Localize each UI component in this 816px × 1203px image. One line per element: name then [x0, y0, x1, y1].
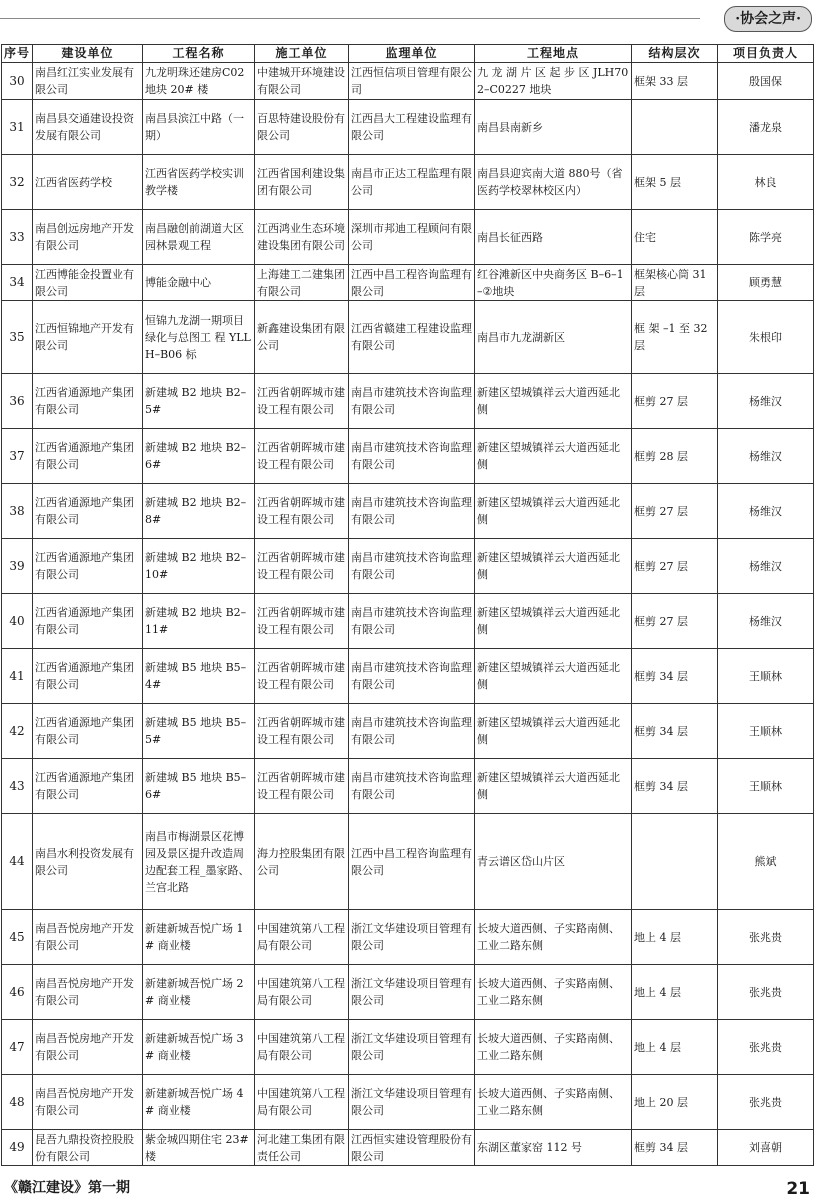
- header-col-lead: 项目负责人: [718, 45, 814, 63]
- col-project-cell: 新建城 B5 地块 B5–5#: [143, 704, 255, 759]
- col-supervisor-cell: 江西恒实建设管理股份有限公司: [349, 1130, 475, 1166]
- col-owner-cell: 江西省通源地产集团有限公司: [33, 649, 143, 704]
- col-owner-cell: 南昌吾悦房地产开发有限公司: [33, 965, 143, 1020]
- col-supervisor-cell: 深圳市邦迪工程顾问有限公司: [349, 210, 475, 265]
- col-lead-cell: 杨维汉: [718, 374, 814, 429]
- col-owner-cell: 江西省医药学校: [33, 155, 143, 210]
- col-lead-cell: 杨维汉: [718, 484, 814, 539]
- col-structure-cell: 框 架 –1 至 32 层: [632, 301, 718, 374]
- col-supervisor-cell: 南昌市建筑技术咨询监理有限公司: [349, 759, 475, 814]
- col-owner-cell: 江西恒锦地产开发有限公司: [33, 301, 143, 374]
- col-seq-cell: 40: [2, 594, 33, 649]
- col-structure-cell: [632, 100, 718, 155]
- col-location-cell: 红谷滩新区中央商务区 B–6–1–②地块: [475, 265, 632, 301]
- col-location-cell: 南昌市九龙湖新区: [475, 301, 632, 374]
- col-location-cell: 新建区望城镇祥云大道西延北侧: [475, 704, 632, 759]
- col-location-cell: 新建区望城镇祥云大道西延北侧: [475, 649, 632, 704]
- header-col-owner: 建设单位: [33, 45, 143, 63]
- col-lead-cell: 林良: [718, 155, 814, 210]
- col-contractor-cell: 江西省朝晖城市建设工程有限公司: [255, 594, 349, 649]
- col-contractor-cell: 江西鸿业生态环境建设集团有限公司: [255, 210, 349, 265]
- col-owner-cell: 南昌水利投资发展有限公司: [33, 814, 143, 910]
- col-supervisor-cell: 南昌市建筑技术咨询监理有限公司: [349, 704, 475, 759]
- col-lead-cell: 张兆贵: [718, 1020, 814, 1075]
- col-owner-cell: 江西省通源地产集团有限公司: [33, 374, 143, 429]
- col-lead-cell: 王顺林: [718, 704, 814, 759]
- col-supervisor-cell: 南昌市建筑技术咨询监理有限公司: [349, 429, 475, 484]
- col-structure-cell: 地上 4 层: [632, 910, 718, 965]
- col-supervisor-cell: 江西恒信项目管理有限公司: [349, 63, 475, 100]
- col-seq-cell: 33: [2, 210, 33, 265]
- col-project-cell: 恒锦九龙湖一期项目绿化与总图工 程 YLLH–B06 标: [143, 301, 255, 374]
- col-contractor-cell: 江西省朝晖城市建设工程有限公司: [255, 539, 349, 594]
- col-location-cell: 长坡大道西侧、子实路南侧、工业二路东侧: [475, 965, 632, 1020]
- col-structure-cell: 框架 5 层: [632, 155, 718, 210]
- col-seq-cell: 36: [2, 374, 33, 429]
- col-lead-cell: 张兆贵: [718, 910, 814, 965]
- col-supervisor-cell: 江西中昌工程咨询监理有限公司: [349, 265, 475, 301]
- col-seq-cell: 37: [2, 429, 33, 484]
- table-row: [2, 1075, 814, 1130]
- col-project-cell: 南昌融创前湖道大区园林景观工程: [143, 210, 255, 265]
- table-row: [2, 100, 814, 155]
- header-rule: [0, 18, 700, 19]
- col-project-cell: 新建新城吾悦广场 4# 商业楼: [143, 1075, 255, 1130]
- col-owner-cell: 南昌吾悦房地产开发有限公司: [33, 1020, 143, 1075]
- col-lead-cell: 顾勇慧: [718, 265, 814, 301]
- col-project-cell: 新建新城吾悦广场 1# 商业楼: [143, 910, 255, 965]
- table-row: [2, 704, 814, 759]
- col-location-cell: 新建区望城镇祥云大道西延北侧: [475, 429, 632, 484]
- col-supervisor-cell: 浙江文华建设项目管理有限公司: [349, 965, 475, 1020]
- col-contractor-cell: 河北建工集团有限责任公司: [255, 1130, 349, 1166]
- col-lead-cell: 王顺林: [718, 649, 814, 704]
- col-seq-cell: 34: [2, 265, 33, 301]
- col-contractor-cell: 中国建筑第八工程局有限公司: [255, 1075, 349, 1130]
- col-project-cell: 博能金融中心: [143, 265, 255, 301]
- col-seq-cell: 39: [2, 539, 33, 594]
- col-structure-cell: 框架 33 层: [632, 63, 718, 100]
- col-seq-cell: 45: [2, 910, 33, 965]
- col-seq-cell: 42: [2, 704, 33, 759]
- col-project-cell: 南昌市梅湖景区花博园及景区提升改造周边配套工程_墨家路、兰宫北路: [143, 814, 255, 910]
- col-project-cell: 新建城 B2 地块 B2–5#: [143, 374, 255, 429]
- col-contractor-cell: 中建城开环境建设有限公司: [255, 63, 349, 100]
- page-number: 21: [786, 1179, 810, 1199]
- col-owner-cell: 江西省通源地产集团有限公司: [33, 539, 143, 594]
- col-project-cell: 江西省医药学校实训教学楼: [143, 155, 255, 210]
- col-contractor-cell: 江西省国利建设集团有限公司: [255, 155, 349, 210]
- col-lead-cell: 张兆贵: [718, 1075, 814, 1130]
- table-row: [2, 649, 814, 704]
- table-row: [2, 1020, 814, 1075]
- col-project-cell: 新建城 B2 地块 B2–11#: [143, 594, 255, 649]
- col-structure-cell: [632, 814, 718, 910]
- header-col-structure: 结构层次: [632, 45, 718, 63]
- col-structure-cell: 地上 20 层: [632, 1075, 718, 1130]
- col-lead-cell: 殷国保: [718, 63, 814, 100]
- col-supervisor-cell: 浙江文华建设项目管理有限公司: [349, 910, 475, 965]
- section-tag: ·协会之声·: [724, 6, 812, 32]
- table-row: [2, 759, 814, 814]
- col-structure-cell: 框架核心筒 31 层: [632, 265, 718, 301]
- col-seq-cell: 38: [2, 484, 33, 539]
- header-col-seq: 序号: [2, 45, 33, 63]
- header-col-contractor: 施工单位: [255, 45, 349, 63]
- col-location-cell: 新建区望城镇祥云大道西延北侧: [475, 374, 632, 429]
- col-owner-cell: 昆吾九鼎投资控股股份有限公司: [33, 1130, 143, 1166]
- col-owner-cell: 江西省通源地产集团有限公司: [33, 759, 143, 814]
- col-project-cell: 新建新城吾悦广场 2# 商业楼: [143, 965, 255, 1020]
- col-owner-cell: 江西省通源地产集团有限公司: [33, 484, 143, 539]
- col-contractor-cell: 江西省朝晖城市建设工程有限公司: [255, 759, 349, 814]
- projects-table: [1, 44, 814, 1166]
- col-owner-cell: 江西省通源地产集团有限公司: [33, 594, 143, 649]
- table-header-row: [2, 45, 814, 63]
- col-contractor-cell: 江西省朝晖城市建设工程有限公司: [255, 429, 349, 484]
- col-location-cell: 南昌县迎宾南大道 880号（省医药学校翠林校区内）: [475, 155, 632, 210]
- col-lead-cell: 潘龙泉: [718, 100, 814, 155]
- col-lead-cell: 熊斌: [718, 814, 814, 910]
- col-seq-cell: 30: [2, 63, 33, 100]
- table-row: [2, 539, 814, 594]
- table-row: [2, 301, 814, 374]
- col-project-cell: 新建城 B5 地块 B5–6#: [143, 759, 255, 814]
- col-contractor-cell: 上海建工二建集团有限公司: [255, 265, 349, 301]
- table-row: [2, 484, 814, 539]
- col-structure-cell: 框剪 34 层: [632, 1130, 718, 1166]
- col-contractor-cell: 中国建筑第八工程局有限公司: [255, 965, 349, 1020]
- col-supervisor-cell: 南昌市建筑技术咨询监理有限公司: [349, 649, 475, 704]
- col-location-cell: 南昌长征西路: [475, 210, 632, 265]
- table-row: [2, 594, 814, 649]
- col-location-cell: 长坡大道西侧、子实路南侧、工业二路东侧: [475, 1020, 632, 1075]
- table-row: [2, 1130, 814, 1166]
- col-structure-cell: 框剪 27 层: [632, 484, 718, 539]
- col-seq-cell: 49: [2, 1130, 33, 1166]
- table-row: [2, 965, 814, 1020]
- col-owner-cell: 江西省通源地产集团有限公司: [33, 704, 143, 759]
- table-row: [2, 63, 814, 100]
- col-lead-cell: 朱根印: [718, 301, 814, 374]
- col-lead-cell: 杨维汉: [718, 429, 814, 484]
- col-project-cell: 紫金城四期住宅 23# 楼: [143, 1130, 255, 1166]
- col-structure-cell: 框剪 27 层: [632, 594, 718, 649]
- col-lead-cell: 刘喜朝: [718, 1130, 814, 1166]
- table-row: [2, 374, 814, 429]
- col-contractor-cell: 江西省朝晖城市建设工程有限公司: [255, 704, 349, 759]
- table-row: [2, 210, 814, 265]
- col-location-cell: 东湖区董家窑 112 号: [475, 1130, 632, 1166]
- table-row: [2, 155, 814, 210]
- col-seq-cell: 47: [2, 1020, 33, 1075]
- col-seq-cell: 43: [2, 759, 33, 814]
- col-seq-cell: 31: [2, 100, 33, 155]
- col-supervisor-cell: 南昌市建筑技术咨询监理有限公司: [349, 594, 475, 649]
- col-structure-cell: 地上 4 层: [632, 965, 718, 1020]
- col-project-cell: 新建城 B2 地块 B2–8#: [143, 484, 255, 539]
- col-structure-cell: 框剪 34 层: [632, 759, 718, 814]
- col-project-cell: 新建城 B2 地块 B2–10#: [143, 539, 255, 594]
- col-location-cell: 新建区望城镇祥云大道西延北侧: [475, 539, 632, 594]
- col-owner-cell: 江西博能金投置业有限公司: [33, 265, 143, 301]
- col-project-cell: 新建城 B5 地块 B5–4#: [143, 649, 255, 704]
- col-structure-cell: 住宅: [632, 210, 718, 265]
- col-contractor-cell: 百思特建设股份有限公司: [255, 100, 349, 155]
- col-seq-cell: 48: [2, 1075, 33, 1130]
- col-supervisor-cell: 江西中昌工程咨询监理有限公司: [349, 814, 475, 910]
- col-structure-cell: 地上 4 层: [632, 1020, 718, 1075]
- col-supervisor-cell: 江西省赣建工程建设监理有限公司: [349, 301, 475, 374]
- table-row: [2, 910, 814, 965]
- col-lead-cell: 杨维汉: [718, 594, 814, 649]
- header-col-supervisor: 监理单位: [349, 45, 475, 63]
- col-contractor-cell: 江西省朝晖城市建设工程有限公司: [255, 484, 349, 539]
- col-location-cell: 长坡大道西侧、子实路南侧、工业二路东侧: [475, 910, 632, 965]
- col-lead-cell: 张兆贵: [718, 965, 814, 1020]
- col-lead-cell: 陈学亮: [718, 210, 814, 265]
- journal-title: 《赣江建设》第一期: [4, 1180, 130, 1196]
- col-location-cell: 南昌县南新乡: [475, 100, 632, 155]
- col-owner-cell: 南昌创远房地产开发有限公司: [33, 210, 143, 265]
- col-structure-cell: 框剪 34 层: [632, 649, 718, 704]
- col-seq-cell: 32: [2, 155, 33, 210]
- col-project-cell: 南昌县滨江中路（一期）: [143, 100, 255, 155]
- col-location-cell: 新建区望城镇祥云大道西延北侧: [475, 484, 632, 539]
- col-structure-cell: 框剪 34 层: [632, 704, 718, 759]
- col-lead-cell: 杨维汉: [718, 539, 814, 594]
- col-project-cell: 新建新城吾悦广场 3# 商业楼: [143, 1020, 255, 1075]
- col-owner-cell: 南昌吾悦房地产开发有限公司: [33, 910, 143, 965]
- col-seq-cell: 41: [2, 649, 33, 704]
- col-owner-cell: 南昌县交通建设投资发展有限公司: [33, 100, 143, 155]
- col-contractor-cell: 江西省朝晖城市建设工程有限公司: [255, 649, 349, 704]
- table-row: [2, 265, 814, 301]
- col-contractor-cell: 海力控股集团有限公司: [255, 814, 349, 910]
- col-structure-cell: 框剪 27 层: [632, 374, 718, 429]
- col-seq-cell: 44: [2, 814, 33, 910]
- col-location-cell: 新建区望城镇祥云大道西延北侧: [475, 594, 632, 649]
- col-owner-cell: 南昌红江实业发展有限公司: [33, 63, 143, 100]
- col-supervisor-cell: 浙江文华建设项目管理有限公司: [349, 1075, 475, 1130]
- col-supervisor-cell: 南昌市建筑技术咨询监理有限公司: [349, 484, 475, 539]
- col-supervisor-cell: 江西昌大工程建设监理有限公司: [349, 100, 475, 155]
- col-lead-cell: 王顺林: [718, 759, 814, 814]
- col-contractor-cell: 中国建筑第八工程局有限公司: [255, 910, 349, 965]
- header-col-location: 工程地点: [475, 45, 632, 63]
- col-structure-cell: 框剪 28 层: [632, 429, 718, 484]
- col-project-cell: 新建城 B2 地块 B2–6#: [143, 429, 255, 484]
- col-contractor-cell: 中国建筑第八工程局有限公司: [255, 1020, 349, 1075]
- col-supervisor-cell: 南昌市正达工程监理有限公司: [349, 155, 475, 210]
- col-structure-cell: 框剪 27 层: [632, 539, 718, 594]
- col-owner-cell: 江西省通源地产集团有限公司: [33, 429, 143, 484]
- table-row: [2, 429, 814, 484]
- col-project-cell: 九龙明珠还建房C02 地块 20# 楼: [143, 63, 255, 100]
- col-supervisor-cell: 南昌市建筑技术咨询监理有限公司: [349, 539, 475, 594]
- col-supervisor-cell: 南昌市建筑技术咨询监理有限公司: [349, 374, 475, 429]
- col-location-cell: 青云谱区岱山片区: [475, 814, 632, 910]
- table-row: [2, 814, 814, 910]
- col-contractor-cell: 新鑫建设集团有限公司: [255, 301, 349, 374]
- col-supervisor-cell: 浙江文华建设项目管理有限公司: [349, 1020, 475, 1075]
- col-contractor-cell: 江西省朝晖城市建设工程有限公司: [255, 374, 349, 429]
- col-seq-cell: 35: [2, 301, 33, 374]
- col-seq-cell: 46: [2, 965, 33, 1020]
- col-owner-cell: 南昌吾悦房地产开发有限公司: [33, 1075, 143, 1130]
- col-location-cell: 长坡大道西侧、子实路南侧、工业二路东侧: [475, 1075, 632, 1130]
- header-col-project: 工程名称: [143, 45, 255, 63]
- col-location-cell: 九 龙 湖 片 区 起 步 区 JLH702–C0227 地块: [475, 63, 632, 100]
- col-location-cell: 新建区望城镇祥云大道西延北侧: [475, 759, 632, 814]
